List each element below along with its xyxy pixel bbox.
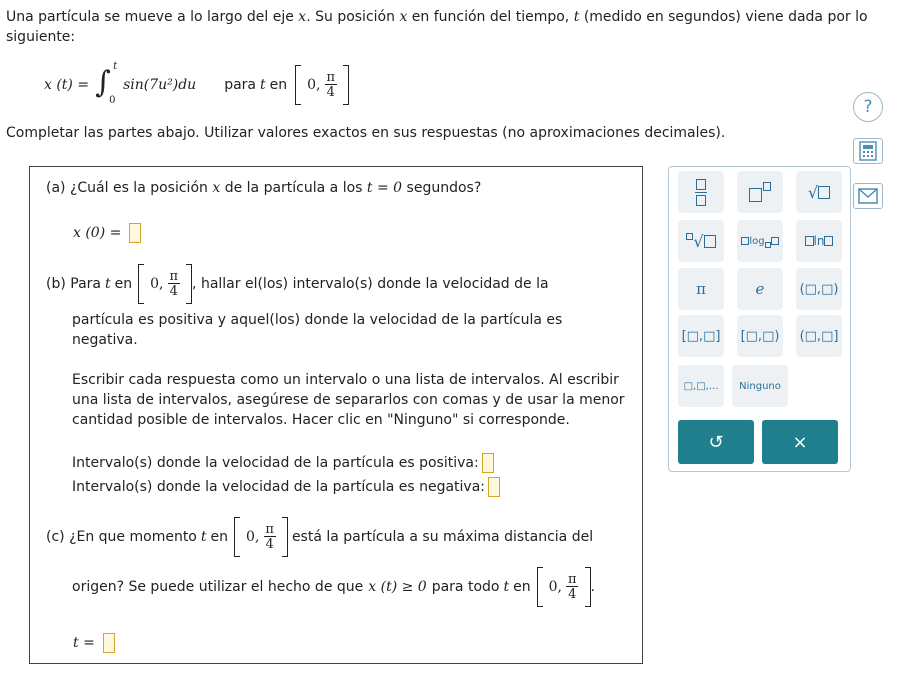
nth-root-button[interactable]: √ <box>678 220 724 262</box>
part-a-answer-input[interactable] <box>129 223 141 243</box>
part-b-question: (b) Para t en 0, $\frac{\pi}{4}$ , hallar el(los) intervalo(s) donde la velocidad de la <box>46 264 549 304</box>
position-formula: x (t) = ∫ t 0 sin(7u²)du para t en 0, $\frac{\pi}{4}$ <box>44 62 349 108</box>
calculator-icon[interactable] <box>853 138 883 164</box>
question-box <box>29 166 643 664</box>
part-b-instructions: Escribir cada respuesta como un intervalo o una lista de intervalos. Al escribir una lista de intervalos, asegúrese de separarlos con comas y de usar la menor cantidad posible de intervalos. Hacer clic en "Ninguno" si corresponde. <box>72 372 625 428</box>
positive-velocity-label: Intervalo(s) donde la velocidad de la partícula es positiva: <box>72 455 479 471</box>
none-button[interactable]: Ninguno <box>732 365 788 407</box>
undo-button[interactable]: ↺ <box>678 420 754 464</box>
part-b-continuation: partícula es positiva y aquel(los) donde la velocidad de la partícula es negativa. <box>72 312 563 348</box>
intro-text: Una partícula se mueve a lo largo del eje x. Su posición x en función del tiempo, t (medido en segundos) viene dada por lo siguiente: <box>6 9 868 45</box>
ln-button[interactable]: ln <box>796 220 842 262</box>
fraction-button[interactable] <box>678 171 724 213</box>
closed-interval-button[interactable]: [□,□] <box>678 315 724 357</box>
e-button[interactable]: e <box>737 268 783 310</box>
part-c-answer-input[interactable] <box>103 633 115 653</box>
interval-list-button[interactable]: □,□,... <box>678 365 724 407</box>
half-open-right-interval-button[interactable]: (□,□] <box>796 315 842 357</box>
pi-button[interactable]: π <box>678 268 724 310</box>
part-a-question: (a) ¿Cuál es la posición x de la partícula a los t = 0 segundos? <box>46 180 482 196</box>
sqrt-button[interactable]: √ <box>796 171 842 213</box>
negative-velocity-input[interactable] <box>488 477 500 497</box>
help-icon[interactable]: ? <box>853 92 883 122</box>
math-palette <box>668 166 851 472</box>
part-c-continuation: origen? Se puede utilizar el hecho de que x (t) ≥ 0 para todo t en 0, $\frac{\pi}{4}$ . <box>72 567 595 607</box>
time-interval: 0, $\frac{\pi}{4}$ <box>295 65 349 105</box>
instructions: Completar las partes abajo. Utilizar valores exactos en sus respuestas (no aproximaciones decimales). <box>6 125 726 141</box>
part-c-question: (c) ¿En que momento t en 0, $\frac{\pi}{4}$ está la partícula a su máxima distancia del <box>46 517 593 557</box>
open-interval-button[interactable]: (□,□) <box>796 268 842 310</box>
part-a-answer-label: x (0) = <box>73 225 122 241</box>
part-c-answer-label: t = <box>73 635 95 651</box>
exponent-button[interactable] <box>737 171 783 213</box>
log-base-button[interactable]: log <box>737 220 783 262</box>
message-icon[interactable] <box>853 183 883 209</box>
half-open-left-interval-button[interactable]: [□,□) <box>737 315 783 357</box>
negative-velocity-label: Intervalo(s) donde la velocidad de la partícula es negativa: <box>72 479 486 495</box>
clear-button[interactable]: × <box>762 420 838 464</box>
positive-velocity-input[interactable] <box>482 453 494 473</box>
